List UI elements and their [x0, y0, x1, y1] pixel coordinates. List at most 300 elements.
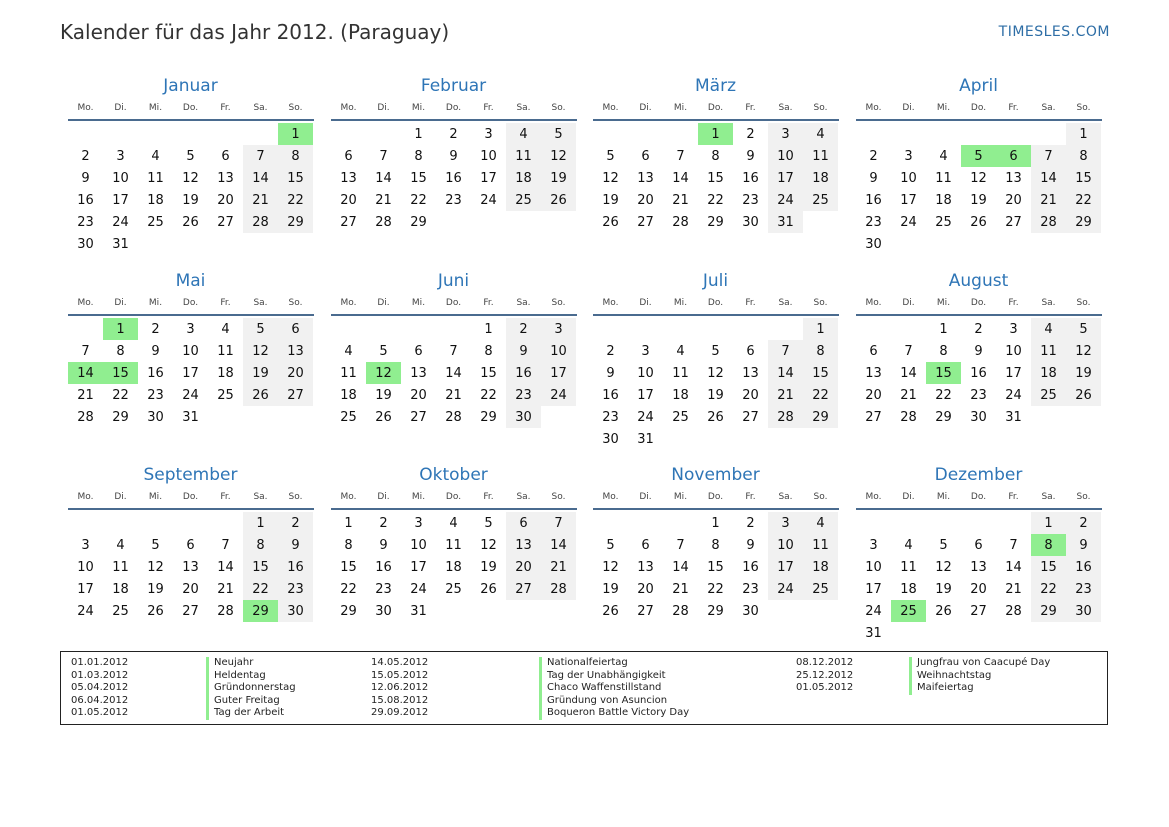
legend-names [539, 657, 689, 720]
day-cell: 5 [606, 537, 615, 553]
weekday-header [593, 98, 839, 117]
day-cell: 9 [379, 537, 388, 553]
weekday-label: Mi. [936, 297, 951, 308]
day-cell: 6 [278, 318, 313, 340]
day-cell: 13 [217, 170, 234, 186]
empty-cell [961, 512, 996, 534]
day-cell: 18 [340, 387, 357, 403]
day-cell: 29 [340, 603, 357, 619]
day-cell: 7 [1009, 537, 1018, 553]
day-cell: 19 [375, 387, 392, 403]
day-cell: 8 [243, 534, 278, 556]
legend-holiday-name: Maifeiertag [909, 682, 1050, 695]
weekday-label: Mi. [411, 297, 426, 308]
weekday-label: Do. [970, 297, 987, 308]
day-cell: 5 [243, 318, 278, 340]
weekday-label: Do. [970, 491, 987, 502]
day-cell: 11 [900, 559, 917, 575]
empty-cell [856, 123, 891, 145]
day-cell: 27 [865, 409, 882, 425]
empty-cell [733, 318, 768, 340]
day-cell: 21 [1031, 189, 1066, 211]
legend-holiday-name: Tag der Unabhängigkeit [539, 670, 689, 683]
day-cell: 7 [676, 148, 685, 164]
day-cell: 17 [182, 365, 199, 381]
day-cell: 6 [869, 343, 878, 359]
day-cell: 16 [77, 192, 94, 208]
holiday-day: 15 [103, 362, 138, 384]
day-cell: 16 [970, 365, 987, 381]
day-cell: 24 [1005, 387, 1022, 403]
weekday-label: Mi. [148, 491, 163, 502]
weekday-label: So. [1076, 491, 1091, 502]
day-cell: 16 [445, 170, 462, 186]
day-cell: 18 [900, 581, 917, 597]
day-cell: 11 [1031, 340, 1066, 362]
weekday-label: Mo. [865, 102, 882, 113]
day-cell: 14 [1031, 167, 1066, 189]
weekday-label: So. [1076, 297, 1091, 308]
weekday-label: Di. [114, 102, 127, 113]
day-cell: 23 [1066, 578, 1101, 600]
day-cell: 11 [935, 170, 952, 186]
weekday-label: Do. [445, 297, 462, 308]
day-cell: 20 [865, 387, 882, 403]
empty-cell [628, 318, 663, 340]
day-cell: 26 [1066, 384, 1101, 406]
day-cell: 19 [541, 167, 576, 189]
holiday-day: 15 [926, 362, 961, 384]
month-12 [856, 463, 1102, 644]
day-cell: 13 [410, 365, 427, 381]
weekday-header [593, 487, 839, 506]
day-cell: 19 [707, 387, 724, 403]
day-cell: 13 [506, 534, 541, 556]
weekday-label: Di. [377, 491, 390, 502]
empty-cell [366, 123, 401, 145]
day-cell: 11 [445, 537, 462, 553]
day-cell: 25 [935, 214, 952, 230]
empty-cell [173, 123, 208, 145]
day-cell: 27 [182, 603, 199, 619]
weekday-header [593, 293, 839, 312]
day-cell: 10 [480, 148, 497, 164]
day-cell: 18 [803, 167, 838, 189]
day-cell: 25 [1031, 384, 1066, 406]
legend-holiday-name: Heldentag [206, 670, 296, 683]
site-link[interactable]: TIMESLES.COM [998, 24, 1110, 40]
day-cell: 19 [182, 192, 199, 208]
day-cell: 30 [742, 603, 759, 619]
holiday-legend [60, 651, 1108, 725]
empty-cell [138, 512, 173, 534]
weekday-label: Di. [639, 297, 652, 308]
day-cell: 18 [112, 581, 129, 597]
day-cell: 26 [182, 214, 199, 230]
day-cell: 14 [375, 170, 392, 186]
day-cell: 30 [375, 603, 392, 619]
day-cell: 6 [641, 537, 650, 553]
day-cell: 25 [340, 409, 357, 425]
weekday-label: Fr. [220, 491, 231, 502]
month-name: November [671, 465, 760, 485]
day-cell: 14 [541, 534, 576, 556]
weekday-label: Sa. [1041, 102, 1056, 113]
day-cell: 3 [641, 343, 650, 359]
day-grid [331, 318, 577, 428]
empty-cell [68, 123, 103, 145]
day-cell: 12 [707, 365, 724, 381]
day-cell: 22 [480, 387, 497, 403]
month-name: Januar [163, 76, 218, 96]
day-cell: 12 [480, 537, 497, 553]
empty-cell [593, 318, 628, 340]
month-name: Mai [175, 271, 206, 291]
day-cell: 3 [414, 515, 423, 531]
month-divider [68, 119, 314, 121]
day-cell: 29 [1066, 211, 1101, 233]
day-grid [856, 318, 1102, 428]
day-cell: 26 [147, 603, 164, 619]
legend-date: 14.05.2012 [371, 657, 429, 668]
legend-holiday-name: Neujahr [206, 657, 296, 670]
legend-date: 25.12.2012 [796, 669, 854, 681]
month-divider [856, 508, 1102, 510]
day-cell: 9 [81, 170, 90, 186]
weekday-label: Fr. [1008, 102, 1019, 113]
day-cell: 10 [900, 170, 917, 186]
day-cell: 20 [637, 581, 654, 597]
month-name: August [948, 271, 1009, 291]
weekday-label: Sa. [253, 102, 268, 113]
day-cell: 2 [379, 515, 388, 531]
weekday-label: Do. [707, 491, 724, 502]
empty-cell [698, 318, 733, 340]
day-cell: 24 [637, 409, 654, 425]
day-cell: 2 [974, 321, 983, 337]
legend-date: 15.05.2012 [371, 669, 429, 681]
empty-cell [366, 318, 401, 340]
empty-cell [663, 512, 698, 534]
month-10 [331, 463, 577, 622]
month-name: Dezember [934, 465, 1023, 485]
month-name: Juni [437, 271, 470, 291]
day-cell: 18 [672, 387, 689, 403]
day-cell: 21 [672, 581, 689, 597]
day-cell: 15 [1066, 167, 1101, 189]
day-cell: 27 [742, 409, 759, 425]
weekday-label: Fr. [220, 297, 231, 308]
legend-holiday-name: Jungfrau von Caacupé Day [909, 657, 1050, 670]
day-cell: 27 [410, 409, 427, 425]
month-3 [593, 74, 839, 233]
day-cell: 29 [803, 406, 838, 428]
day-cell: 2 [869, 148, 878, 164]
weekday-label: Mo. [77, 102, 94, 113]
day-cell: 3 [186, 321, 195, 337]
day-cell: 20 [410, 387, 427, 403]
day-cell: 13 [865, 365, 882, 381]
day-cell: 23 [602, 409, 619, 425]
day-cell: 8 [344, 537, 353, 553]
day-cell: 1 [1066, 123, 1101, 145]
weekday-label: Mo. [340, 297, 357, 308]
day-cell: 28 [768, 406, 803, 428]
empty-cell [68, 512, 103, 534]
empty-cell [996, 123, 1031, 145]
day-cell: 4 [1031, 318, 1066, 340]
day-cell: 24 [410, 581, 427, 597]
empty-cell [138, 123, 173, 145]
day-cell: 30 [602, 431, 619, 447]
month-name: September [143, 465, 238, 485]
empty-cell [208, 512, 243, 534]
day-cell: 10 [77, 559, 94, 575]
day-cell: 29 [480, 409, 497, 425]
day-cell: 26 [602, 603, 619, 619]
day-cell: 30 [77, 236, 94, 252]
day-cell: 16 [1066, 556, 1101, 578]
empty-cell [401, 318, 436, 340]
weekday-label: Mo. [340, 491, 357, 502]
day-cell: 1 [414, 126, 423, 142]
day-cell: 19 [243, 362, 278, 384]
day-cell: 1 [484, 321, 493, 337]
holiday-day: 1 [278, 123, 313, 145]
day-cell: 2 [606, 343, 615, 359]
day-cell: 9 [151, 343, 160, 359]
empty-cell [1031, 123, 1066, 145]
day-cell: 2 [506, 318, 541, 340]
day-cell: 9 [869, 170, 878, 186]
day-cell: 18 [506, 167, 541, 189]
day-cell: 3 [869, 537, 878, 553]
day-cell: 21 [77, 387, 94, 403]
month-name: Oktober [419, 465, 488, 485]
weekday-label: Fr. [1008, 491, 1019, 502]
day-cell: 25 [506, 189, 541, 211]
weekday-header [68, 487, 314, 506]
day-cell: 29 [707, 603, 724, 619]
day-cell: 11 [112, 559, 129, 575]
holiday-day: 12 [366, 362, 401, 384]
day-cell: 8 [803, 340, 838, 362]
day-cell: 20 [970, 581, 987, 597]
day-cell: 20 [182, 581, 199, 597]
weekday-label: Sa. [778, 102, 793, 113]
day-cell: 12 [182, 170, 199, 186]
holiday-day: 6 [996, 145, 1031, 167]
day-cell: 26 [541, 189, 576, 211]
day-cell: 24 [112, 214, 129, 230]
day-cell: 13 [970, 559, 987, 575]
weekday-header [331, 98, 577, 117]
day-cell: 24 [480, 192, 497, 208]
weekday-header [331, 293, 577, 312]
day-cell: 22 [803, 384, 838, 406]
empty-cell [103, 123, 138, 145]
weekday-label: Sa. [778, 297, 793, 308]
weekday-header [68, 98, 314, 117]
day-cell: 4 [506, 123, 541, 145]
weekday-label: Do. [445, 491, 462, 502]
month-name: April [959, 76, 998, 96]
day-cell: 9 [449, 148, 458, 164]
day-cell: 5 [541, 123, 576, 145]
day-cell: 25 [147, 214, 164, 230]
day-cell: 11 [217, 343, 234, 359]
day-cell: 2 [151, 321, 160, 337]
legend-date: 05.04.2012 [71, 682, 129, 693]
day-cell: 17 [112, 192, 129, 208]
day-grid [856, 123, 1102, 255]
day-cell: 23 [506, 384, 541, 406]
day-cell: 3 [81, 537, 90, 553]
weekday-label: Mi. [936, 491, 951, 502]
weekday-header [68, 293, 314, 312]
day-cell: 23 [865, 214, 882, 230]
weekday-label: Mo. [602, 102, 619, 113]
day-cell: 16 [147, 365, 164, 381]
day-cell: 10 [541, 340, 576, 362]
day-cell: 28 [672, 603, 689, 619]
weekday-label: Sa. [778, 491, 793, 502]
legend-date: 01.03.2012 [71, 669, 129, 681]
day-cell: 6 [186, 537, 195, 553]
day-cell: 31 [865, 625, 882, 641]
day-cell: 17 [637, 387, 654, 403]
day-cell: 15 [340, 559, 357, 575]
day-cell: 23 [445, 192, 462, 208]
day-cell: 28 [541, 578, 576, 600]
day-cell: 14 [768, 362, 803, 384]
day-cell: 14 [900, 365, 917, 381]
day-cell: 15 [707, 170, 724, 186]
legend-holiday-name: Gründung von Asuncion [539, 695, 689, 708]
legend-dates [71, 657, 128, 720]
day-cell: 30 [1066, 600, 1101, 622]
day-cell: 11 [506, 145, 541, 167]
day-cell: 3 [904, 148, 913, 164]
day-cell: 22 [278, 189, 313, 211]
weekday-label: Mo. [865, 491, 882, 502]
day-cell: 3 [484, 126, 493, 142]
day-cell: 22 [935, 387, 952, 403]
weekday-label: Do. [707, 297, 724, 308]
empty-cell [173, 512, 208, 534]
day-cell: 12 [935, 559, 952, 575]
day-cell: 20 [637, 192, 654, 208]
empty-cell [891, 123, 926, 145]
day-cell: 1 [1031, 512, 1066, 534]
day-cell: 28 [445, 409, 462, 425]
day-cell: 28 [900, 409, 917, 425]
day-cell: 18 [1031, 362, 1066, 384]
weekday-label: Mi. [148, 102, 163, 113]
legend-names [909, 657, 1050, 695]
day-cell: 16 [506, 362, 541, 384]
day-grid [331, 123, 577, 233]
empty-cell [891, 318, 926, 340]
empty-cell [436, 318, 471, 340]
day-cell: 19 [1066, 362, 1101, 384]
day-cell: 15 [1031, 556, 1066, 578]
day-cell: 30 [970, 409, 987, 425]
day-cell: 8 [711, 537, 720, 553]
day-cell: 28 [243, 211, 278, 233]
weekday-label: So. [1076, 102, 1091, 113]
day-cell: 18 [935, 192, 952, 208]
weekday-label: Fr. [1008, 297, 1019, 308]
weekday-label: Do. [182, 297, 199, 308]
day-cell: 26 [602, 214, 619, 230]
day-grid [593, 512, 839, 622]
day-cell: 23 [742, 581, 759, 597]
empty-cell [926, 123, 961, 145]
legend-date: 01.01.2012 [71, 657, 129, 668]
day-cell: 13 [340, 170, 357, 186]
page-title: Kalender für das Jahr 2012. (Paraguay) [60, 20, 450, 44]
day-cell: 7 [379, 148, 388, 164]
month-5 [68, 269, 314, 428]
weekday-label: Di. [902, 297, 915, 308]
day-cell: 13 [1005, 170, 1022, 186]
day-cell: 21 [541, 556, 576, 578]
weekday-label: Fr. [483, 297, 494, 308]
day-cell: 29 [1031, 600, 1066, 622]
day-cell: 6 [221, 148, 230, 164]
day-cell: 21 [375, 192, 392, 208]
month-1 [68, 74, 314, 255]
weekday-label: Sa. [516, 297, 531, 308]
day-cell: 1 [803, 318, 838, 340]
weekday-label: Mo. [602, 297, 619, 308]
day-cell: 25 [803, 189, 838, 211]
day-cell: 28 [217, 603, 234, 619]
day-cell: 7 [1031, 145, 1066, 167]
day-cell: 18 [147, 192, 164, 208]
empty-cell [996, 512, 1031, 534]
day-cell: 10 [112, 170, 129, 186]
day-cell: 28 [1031, 211, 1066, 233]
day-cell: 17 [480, 170, 497, 186]
day-cell: 15 [803, 362, 838, 384]
day-cell: 31 [768, 211, 803, 233]
weekday-label: Do. [707, 102, 724, 113]
day-cell: 20 [742, 387, 759, 403]
day-cell: 12 [602, 170, 619, 186]
day-cell: 2 [278, 512, 313, 534]
month-8 [856, 269, 1102, 428]
day-cell: 2 [1066, 512, 1101, 534]
day-cell: 22 [707, 581, 724, 597]
day-cell: 9 [278, 534, 313, 556]
day-cell: 28 [1005, 603, 1022, 619]
weekday-label: Fr. [483, 102, 494, 113]
day-grid [68, 318, 314, 428]
legend-holiday-name: Tag der Arbeit [206, 707, 296, 720]
day-cell: 23 [147, 387, 164, 403]
day-cell: 5 [186, 148, 195, 164]
legend-date: 06.04.2012 [71, 694, 129, 706]
day-cell: 8 [711, 148, 720, 164]
day-cell: 8 [484, 343, 493, 359]
day-cell: 4 [939, 148, 948, 164]
month-divider [331, 508, 577, 510]
day-cell: 4 [904, 537, 913, 553]
holiday-day: 29 [243, 600, 278, 622]
weekday-label: Di. [114, 297, 127, 308]
